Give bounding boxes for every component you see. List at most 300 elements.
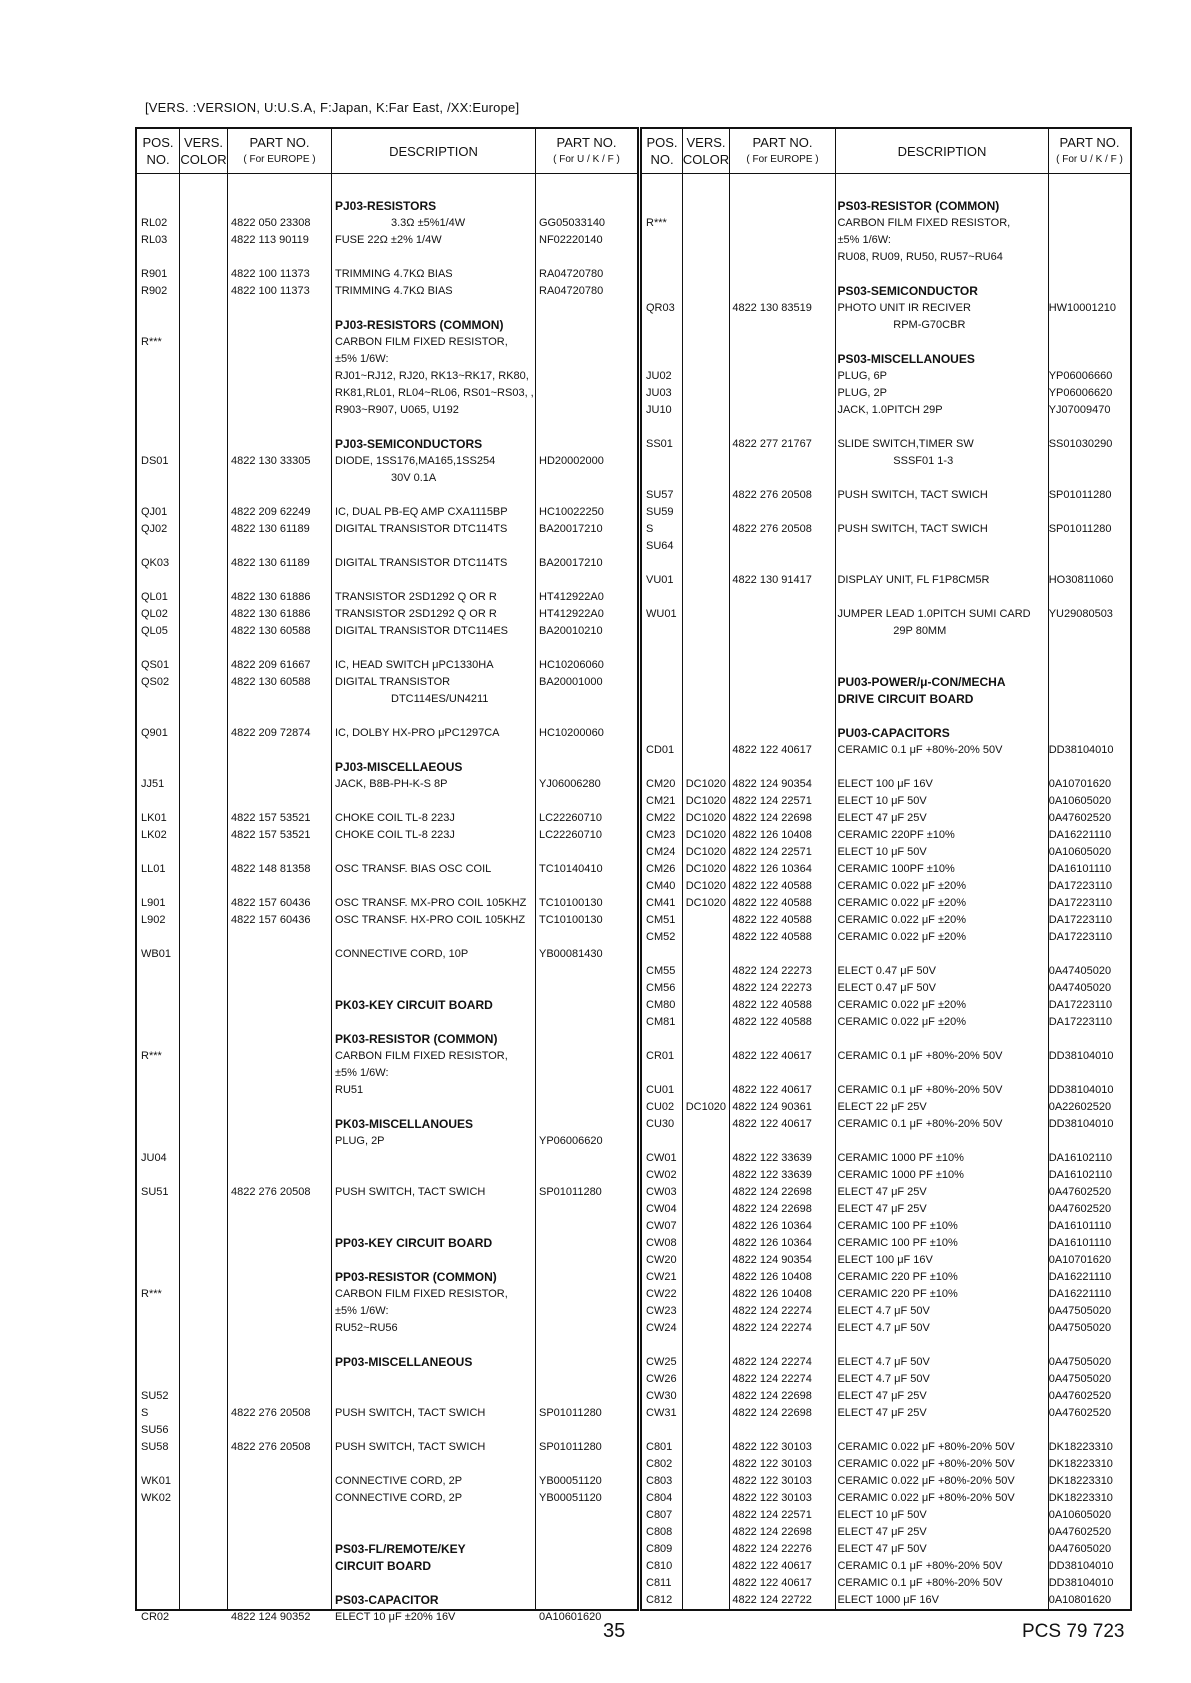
part-no-europe: 4822 124 22274 xyxy=(732,1373,812,1385)
description: JACK, B8B-PH-K-S 8P xyxy=(335,778,448,790)
part-no-europe: 4822 124 22276 xyxy=(732,1543,812,1555)
row-spacer xyxy=(642,946,1130,963)
pos-no: CW07 xyxy=(646,1220,677,1232)
header-part-europe: PART NO. ( For EUROPE ) xyxy=(243,135,316,165)
row-spacer xyxy=(137,419,637,436)
description: CERAMIC 0.1 μF +80%-20% 50V xyxy=(837,1118,1003,1130)
part-no-ujk: DK18223310 xyxy=(1048,1441,1113,1453)
pos-no: CW24 xyxy=(646,1322,677,1334)
part-no-europe: 4822 130 61886 xyxy=(231,608,311,620)
part-no-ujk: 0A47405020 xyxy=(1048,965,1112,977)
section-heading xyxy=(137,198,637,215)
part-no-ujk: GG05033140 xyxy=(539,217,606,229)
part-no-ujk: DA17223110 xyxy=(1048,931,1113,943)
section-heading xyxy=(137,1269,637,1286)
description: 30V 0.1A xyxy=(391,472,437,484)
row-spacer xyxy=(642,334,1130,351)
pos-no: CM80 xyxy=(646,999,676,1011)
parts-row xyxy=(137,827,637,844)
parts-row xyxy=(137,623,637,640)
parts-row xyxy=(642,1184,1130,1201)
parts-row xyxy=(137,657,637,674)
description: ELECT 47 μF 50V xyxy=(837,1543,927,1555)
description: IC, HEAD SWITCH μPC1330HA xyxy=(335,659,494,671)
row-spacer xyxy=(137,249,637,266)
parts-row xyxy=(137,1473,637,1490)
section-heading xyxy=(137,1541,637,1558)
row-spacer xyxy=(137,929,637,946)
parts-row xyxy=(642,1150,1130,1167)
row-spacer xyxy=(137,487,637,504)
part-no-ujk: 0A47505020 xyxy=(1048,1373,1112,1385)
parts-row xyxy=(642,1524,1130,1541)
part-no-europe: 4822 100 11373 xyxy=(231,285,310,297)
parts-row xyxy=(642,1575,1130,1592)
section-heading xyxy=(137,1558,637,1575)
part-no-ujk: DD38104010 xyxy=(1048,1084,1114,1096)
part-no-ujk: HT412922A0 xyxy=(539,608,604,620)
pos-no: R*** xyxy=(646,217,667,229)
section-heading xyxy=(642,674,1130,691)
parts-row xyxy=(642,623,1130,640)
pos-no: CM23 xyxy=(646,829,676,841)
pos-no: QK03 xyxy=(141,557,170,569)
pos-no: CW30 xyxy=(646,1390,677,1402)
parts-row xyxy=(642,1320,1130,1337)
parts-row xyxy=(137,470,637,487)
row-spacer xyxy=(137,708,637,725)
part-no-ujk: YP06006620 xyxy=(1048,387,1113,399)
pos-no: QS02 xyxy=(141,676,170,688)
description: CERAMIC 0.022 μF ±20% xyxy=(837,999,966,1011)
header-vers: VERS. COLOR xyxy=(682,135,730,167)
description: CERAMIC 220 PF ±10% xyxy=(837,1288,958,1300)
description: PP03-RESISTOR (COMMON) xyxy=(335,1270,497,1284)
parts-row xyxy=(137,1184,637,1201)
part-no-europe: 4822 157 60436 xyxy=(231,897,311,909)
pos-no: CM22 xyxy=(646,812,676,824)
row-spacer xyxy=(137,1371,637,1388)
part-no-ujk: 0A47602520 xyxy=(1048,1526,1112,1538)
parts-row xyxy=(137,691,637,708)
part-no-ujk: HO30811060 xyxy=(1048,574,1114,586)
part-no-ujk: YB00051120 xyxy=(539,1492,602,1504)
part-no-europe: 4822 122 40588 xyxy=(732,880,812,892)
description: DIODE, 1SS176,MA165,1SS254 xyxy=(335,455,496,467)
part-no-ujk: YJ06006280 xyxy=(539,778,601,790)
description: PLUG, 6P xyxy=(837,370,887,382)
parts-row xyxy=(137,725,637,742)
parts-row xyxy=(642,963,1130,980)
part-no-europe: 4822 113 90119 xyxy=(231,234,309,246)
header-description: DESCRIPTION xyxy=(389,143,478,159)
parts-row xyxy=(137,1048,637,1065)
description: PUSH SWITCH, TACT SWICH xyxy=(335,1407,486,1419)
description: OSC TRANSF. HX-PRO COIL 105KHZ xyxy=(335,914,526,926)
part-no-europe: 4822 124 22274 xyxy=(732,1305,812,1317)
part-no-ujk: DK18223310 xyxy=(1048,1475,1113,1487)
pos-no: R901 xyxy=(141,268,168,280)
part-no-ujk: TC10140410 xyxy=(539,863,603,875)
parts-row xyxy=(137,946,637,963)
description: PJ03-RESISTORS xyxy=(335,199,437,213)
parts-row xyxy=(137,504,637,521)
description: PUSH SWITCH, TACT SWICH xyxy=(837,523,988,535)
pos-no: C812 xyxy=(646,1594,673,1606)
description: PJ03-MISCELLAEOUS xyxy=(335,760,463,774)
parts-row xyxy=(137,1150,637,1167)
description: OSC TRANSF. MX-PRO COIL 105KHZ xyxy=(335,897,527,909)
description: PK03-KEY CIRCUIT BOARD xyxy=(335,998,493,1012)
row-spacer xyxy=(137,963,637,980)
description: ELECT 47 μF 25V xyxy=(837,812,927,824)
row-spacer xyxy=(137,793,637,810)
pos-no: RL02 xyxy=(141,217,168,229)
pos-no: CM52 xyxy=(646,931,676,943)
parts-row xyxy=(137,555,637,572)
pos-no: CM26 xyxy=(646,863,676,875)
parts-row xyxy=(137,1133,637,1150)
pos-no: C810 xyxy=(646,1560,673,1572)
part-no-europe: 4822 122 40617 xyxy=(732,744,812,756)
part-no-ujk: BA20001000 xyxy=(539,676,603,688)
parts-row xyxy=(642,1507,1130,1524)
row-spacer xyxy=(642,589,1130,606)
part-no-europe: 4822 122 40617 xyxy=(732,1118,812,1130)
part-no-ujk: YP06006620 xyxy=(539,1135,603,1147)
description: PJ03-RESISTORS (COMMON) xyxy=(335,318,504,332)
parts-row xyxy=(642,1014,1130,1031)
description: CERAMIC 0.022 μF ±20% xyxy=(837,914,966,926)
part-no-ujk: DA16102110 xyxy=(1048,1152,1113,1164)
part-no-europe: 4822 130 60588 xyxy=(231,625,311,637)
description: ±5% 1/6W: xyxy=(837,234,891,246)
parts-row xyxy=(137,521,637,538)
part-no-europe: 4822 130 91417 xyxy=(732,574,812,586)
pos-no: QL02 xyxy=(141,608,168,620)
description: PS03-CAPACITOR xyxy=(335,1593,439,1607)
part-no-ujk: YP06006660 xyxy=(1048,370,1113,382)
part-no-europe: 4822 122 33639 xyxy=(732,1169,812,1181)
pos-no: R902 xyxy=(141,285,168,297)
description: TRANSISTOR 2SD1292 Q OR R xyxy=(335,608,497,620)
part-no-ujk: DK18223310 xyxy=(1048,1458,1113,1470)
parts-row xyxy=(642,1167,1130,1184)
part-no-europe: 4822 124 22571 xyxy=(732,795,812,807)
part-no-europe: 4822 126 10364 xyxy=(732,863,812,875)
parts-row xyxy=(642,1354,1130,1371)
parts-row xyxy=(642,1201,1130,1218)
pos-no: CM40 xyxy=(646,880,676,892)
parts-row xyxy=(642,1541,1130,1558)
description: CERAMIC 100 PF ±10% xyxy=(837,1237,958,1249)
row-spacer xyxy=(642,1337,1130,1354)
pos-no: CW25 xyxy=(646,1356,677,1368)
parts-row xyxy=(642,606,1130,623)
part-no-europe: 4822 122 40588 xyxy=(732,999,812,1011)
description: PS03-FL/REMOTE/KEY xyxy=(335,1542,466,1556)
parts-row xyxy=(642,1405,1130,1422)
section-heading xyxy=(137,997,637,1014)
parts-row xyxy=(642,929,1130,946)
row-spacer xyxy=(137,1575,637,1592)
parts-row xyxy=(642,1371,1130,1388)
description: CERAMIC 0.022 μF ±20% xyxy=(837,897,966,909)
description: ELECT 10 μF ±20% 16V xyxy=(335,1611,456,1623)
row-spacer xyxy=(642,657,1130,674)
row-spacer xyxy=(642,266,1130,283)
part-no-ujk: SP01011280 xyxy=(539,1407,602,1419)
description: CERAMIC 100PF ±10% xyxy=(837,863,955,875)
pos-no: SU58 xyxy=(141,1441,169,1453)
part-no-europe: 4822 124 90352 xyxy=(231,1611,311,1623)
pos-no: SU56 xyxy=(141,1424,169,1436)
parts-row xyxy=(137,1303,637,1320)
part-no-ujk: DA16221110 xyxy=(1048,1271,1112,1283)
parts-row xyxy=(642,232,1130,249)
parts-row xyxy=(642,538,1130,555)
parts-row xyxy=(642,368,1130,385)
description: CERAMIC 1000 PF ±10% xyxy=(837,1152,964,1164)
description: CONNECTIVE CORD, 2P xyxy=(335,1475,463,1487)
part-no-europe: 4822 124 90354 xyxy=(732,1254,812,1266)
description: RU52~RU56 xyxy=(335,1322,398,1334)
part-no-ujk: DA16221110 xyxy=(1048,1288,1112,1300)
pos-no: CR01 xyxy=(646,1050,675,1062)
part-no-ujk: HC10022250 xyxy=(539,506,604,518)
parts-row xyxy=(642,776,1130,793)
pos-no: LL01 xyxy=(141,863,166,875)
parts-row xyxy=(137,1065,637,1082)
parts-row xyxy=(642,1269,1130,1286)
description: RU08, RU09, RU50, RU57~RU64 xyxy=(837,251,1003,263)
row-spacer xyxy=(642,708,1130,725)
parts-row xyxy=(137,1388,637,1405)
part-no-ujk: 0A47602520 xyxy=(1048,1407,1112,1419)
description: PUSH SWITCH, TACT SWICH xyxy=(335,1186,486,1198)
description: CARBON FILM FIXED RESISTOR, xyxy=(335,1050,508,1062)
description: CHOKE COIL TL-8 223J xyxy=(335,812,455,824)
part-no-ujk: DK18223310 xyxy=(1048,1492,1113,1504)
part-no-ujk: RA04720780 xyxy=(539,268,604,280)
description: PLUG, 2P xyxy=(335,1135,385,1147)
part-no-europe: 4822 124 90361 xyxy=(732,1101,812,1113)
part-no-europe: 4822 130 61189 xyxy=(231,557,310,569)
pos-no: SU57 xyxy=(646,489,674,501)
pos-no: SU64 xyxy=(646,540,674,552)
description: CERAMIC 220PF ±10% xyxy=(837,829,955,841)
vers-color: DC1020 xyxy=(685,880,727,892)
part-no-europe: 4822 122 40617 xyxy=(732,1560,812,1572)
section-heading xyxy=(642,198,1130,215)
part-no-europe: 4822 124 22273 xyxy=(732,982,812,994)
parts-row xyxy=(642,453,1130,470)
parts-row xyxy=(642,300,1130,317)
pos-no: R*** xyxy=(141,1288,162,1300)
parts-row xyxy=(642,1082,1130,1099)
description: JUMPER LEAD 1.0PITCH SUMI CARD xyxy=(837,608,1031,620)
description: TRIMMING 4.7KΩ BIAS xyxy=(335,268,453,280)
section-heading xyxy=(137,1116,637,1133)
row-spacer xyxy=(137,1201,637,1218)
part-no-europe: 4822 130 33305 xyxy=(231,455,311,467)
row-spacer xyxy=(137,1167,637,1184)
row-spacer xyxy=(137,1014,637,1031)
pos-no: CM24 xyxy=(646,846,676,858)
part-no-ujk: 0A10605020 xyxy=(1048,846,1112,858)
part-no-ujk: YB00051120 xyxy=(539,1475,602,1487)
description: CIRCUIT BOARD xyxy=(335,1559,431,1573)
description: ELECT 4.7 μF 50V xyxy=(837,1356,930,1368)
part-no-ujk: HC10200060 xyxy=(539,727,604,739)
row-spacer xyxy=(642,1031,1130,1048)
parts-row xyxy=(642,521,1130,538)
description: PS03-MISCELLANOUES xyxy=(837,352,975,366)
part-no-ujk: 0A47602520 xyxy=(1048,1203,1112,1215)
part-no-europe: 4822 050 23308 xyxy=(231,217,311,229)
pos-no: CW21 xyxy=(646,1271,677,1283)
section-heading xyxy=(642,725,1130,742)
pos-no: CU01 xyxy=(646,1084,675,1096)
parts-row xyxy=(642,1558,1130,1575)
parts-row xyxy=(137,1082,637,1099)
row-spacer xyxy=(137,640,637,657)
parts-row xyxy=(642,572,1130,589)
parts-row xyxy=(137,1286,637,1303)
description: CERAMIC 0.1 μF +80%-20% 50V xyxy=(837,1577,1003,1589)
part-no-europe: 4822 276 20508 xyxy=(231,1186,311,1198)
pos-no: L901 xyxy=(141,897,166,909)
parts-row xyxy=(137,810,637,827)
parts-row xyxy=(642,1456,1130,1473)
part-no-ujk: YB00081430 xyxy=(539,948,603,960)
part-no-europe: 4822 130 61189 xyxy=(231,523,310,535)
part-no-europe: 4822 124 22722 xyxy=(732,1594,812,1606)
part-no-ujk: RA04720780 xyxy=(539,285,604,297)
pos-no: WK01 xyxy=(141,1475,171,1487)
parts-row xyxy=(642,810,1130,827)
part-no-ujk: BA20017210 xyxy=(539,557,603,569)
row-spacer xyxy=(137,572,637,589)
pos-no: C802 xyxy=(646,1458,673,1470)
part-no-ujk: DD38104010 xyxy=(1048,1050,1114,1062)
description: ELECT 4.7 μF 50V xyxy=(837,1373,930,1385)
row-spacer xyxy=(642,419,1130,436)
section-heading xyxy=(137,1592,637,1609)
part-no-ujk: 0A10701620 xyxy=(1048,778,1112,790)
section-heading xyxy=(137,759,637,776)
parts-row xyxy=(642,827,1130,844)
description: CARBON FILM FIXED RESISTOR, xyxy=(837,217,1011,229)
section-heading xyxy=(137,436,637,453)
parts-row xyxy=(137,1422,637,1439)
parts-row xyxy=(642,997,1130,1014)
part-no-ujk: DA16221110 xyxy=(1048,829,1112,841)
parts-row xyxy=(137,912,637,929)
pos-no: QR03 xyxy=(646,302,675,314)
parts-row xyxy=(642,436,1130,453)
row-spacer xyxy=(642,1133,1130,1150)
parts-row xyxy=(642,1286,1130,1303)
pos-no: C808 xyxy=(646,1526,673,1538)
description: TRIMMING 4.7KΩ BIAS xyxy=(335,285,453,297)
parts-row xyxy=(642,878,1130,895)
pos-no: R*** xyxy=(141,336,162,348)
pos-no: WB01 xyxy=(141,948,171,960)
description: DRIVE CIRCUIT BOARD xyxy=(837,692,974,706)
row-spacer xyxy=(642,181,1130,198)
pos-no: CM20 xyxy=(646,778,676,790)
description: ±5% 1/6W: xyxy=(335,353,389,365)
description: ELECT 100 μF 16V xyxy=(837,1254,933,1266)
description: ELECT 47 μF 25V xyxy=(837,1407,927,1419)
pos-no: CW02 xyxy=(646,1169,677,1181)
description: ELECT 10 μF 50V xyxy=(837,1509,927,1521)
part-no-ujk: 0A22602520 xyxy=(1048,1101,1112,1113)
row-spacer xyxy=(642,1422,1130,1439)
parts-row xyxy=(642,249,1130,266)
description: PP03-KEY CIRCUIT BOARD xyxy=(335,1236,493,1250)
part-no-ujk: SP01011280 xyxy=(1048,489,1112,501)
pos-no: JU03 xyxy=(646,387,672,399)
part-no-europe: 4822 124 22571 xyxy=(732,846,812,858)
section-heading xyxy=(137,1354,637,1371)
parts-row xyxy=(642,1473,1130,1490)
section-heading xyxy=(137,317,637,334)
parts-row xyxy=(642,844,1130,861)
part-no-europe: 4822 126 10364 xyxy=(732,1237,812,1249)
description: CERAMIC 100 PF ±10% xyxy=(837,1220,958,1232)
description: IC, DUAL PB-EQ AMP CXA1115BP xyxy=(335,506,508,518)
description: CERAMIC 0.1 μF +80%-20% 50V xyxy=(837,1084,1003,1096)
rows-right xyxy=(642,181,1130,1609)
description: PUSH SWITCH, TACT SWICH xyxy=(335,1441,486,1453)
description: ELECT 47 μF 25V xyxy=(837,1526,927,1538)
parts-row xyxy=(642,1048,1130,1065)
row-spacer xyxy=(137,1524,637,1541)
part-no-europe: 4822 122 40588 xyxy=(732,1016,812,1028)
description: CARBON FILM FIXED RESISTOR, xyxy=(335,336,508,348)
pos-no: CM55 xyxy=(646,965,676,977)
description: ELECT 4.7 μF 50V xyxy=(837,1305,930,1317)
description: FUSE 22Ω ±2% 1/4W xyxy=(335,234,442,246)
part-no-europe: 4822 157 53521 xyxy=(231,812,311,824)
parts-row xyxy=(642,1218,1130,1235)
pos-no: CW03 xyxy=(646,1186,677,1198)
part-no-ujk: DA17223110 xyxy=(1048,897,1113,909)
row-spacer xyxy=(137,878,637,895)
part-no-europe: 4822 122 40617 xyxy=(732,1577,812,1589)
header-part-ujk: PART NO. ( For U / K / F ) xyxy=(1056,135,1123,165)
part-no-ujk: DA17223110 xyxy=(1048,914,1113,926)
vers-color: DC1020 xyxy=(685,863,727,875)
pos-no: C803 xyxy=(646,1475,673,1487)
description: CERAMIC 220 PF ±10% xyxy=(837,1271,958,1283)
pos-no: CM81 xyxy=(646,1016,676,1028)
part-no-ujk: DA16101110 xyxy=(1048,1220,1112,1232)
part-no-europe: 4822 124 22698 xyxy=(732,1203,812,1215)
parts-row xyxy=(642,487,1130,504)
section-heading xyxy=(642,283,1130,300)
description: 3.3Ω ±5%1/4W xyxy=(391,217,466,229)
part-no-ujk: 0A10605020 xyxy=(1048,1509,1112,1521)
part-no-europe: 4822 148 81358 xyxy=(231,863,311,875)
row-spacer xyxy=(137,181,637,198)
parts-row xyxy=(137,861,637,878)
description: DIGITAL TRANSISTOR DTC114TS xyxy=(335,523,508,535)
pos-no: QL01 xyxy=(141,591,168,603)
part-no-ujk: LC22260710 xyxy=(539,829,603,841)
